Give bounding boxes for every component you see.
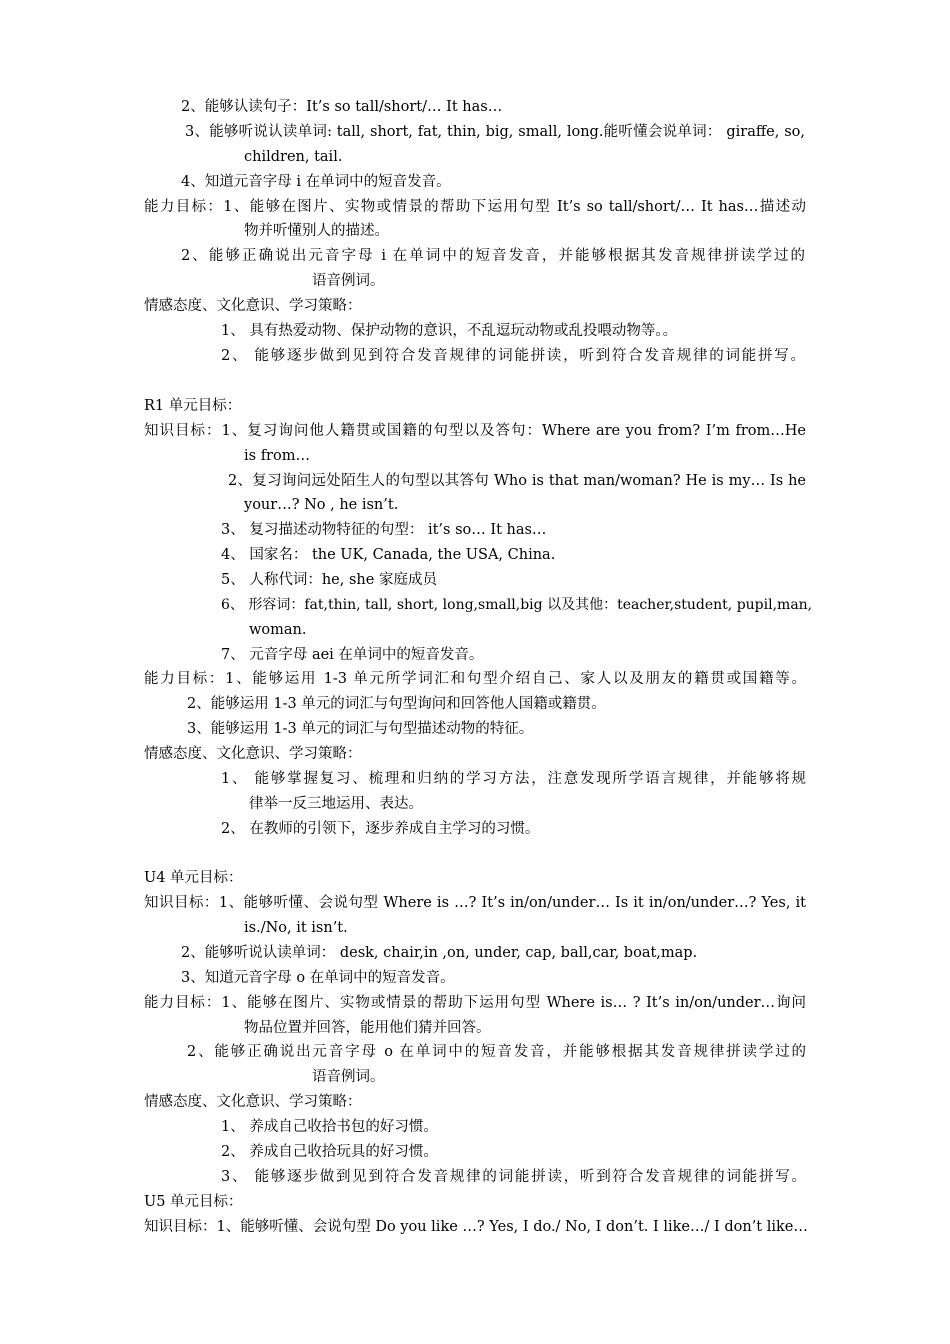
text-line: 2、 在教师的引领下，逐步养成自主学习的习惯。 [221,821,540,837]
text-line: 7、 元音字母 aei 在单词中的短音发音。 [221,647,484,663]
text-line: 知识目标：1、复习询问他人籍贯或国籍的句型以及答句：Where are you from? I’m from…He [144,423,806,439]
unit-heading-r1: R1 单元目标： [144,398,242,414]
section-heading: 情感态度、文化意识、学习策略： [144,298,362,314]
text-line: 2、 能够逐步做到见到符合发音规律的词能拼读，听到符合发音规律的词能拼写。 [221,348,805,364]
text-line: 2、复习询问远处陌生人的句型以其答句 Who is that man/woman? He is my… Is he [228,473,806,489]
text-line: 知识目标：1、能够听懂、会说句型 Where is …? It’s in/on/under… Is it in/on/under…? Yes, it [144,895,806,911]
text-line: 3、知道元音字母 o 在单词中的短音发音。 [181,970,455,986]
text-line: 2、能够正确说出元音字母 i 在单词中的短音发音，并能够根据其发音规律拼读学过的 [181,248,805,264]
text-line: 语音例词。 [312,1069,385,1085]
text-line: 4、 国家名： the UK, Canada, the USA, China. [221,547,556,563]
text-line: 能力目标：1、能够在图片、实物或情景的帮助下运用句型 It’s so tall/short/… It has…描述动 [144,199,806,215]
section-heading: 情感态度、文化意识、学习策略： [144,746,362,762]
text-line: 1、 能够掌握复习、梳理和归纳的学习方法，注意发现所学语言规律，并能够将规 [221,771,806,787]
text-line: 6、 形容词：fat,thin, tall, short, long,small,big 以及其他：teacher,student, pupil,man, [221,597,813,613]
text-line: 2、 养成自己收拾玩具的好习惯。 [221,1144,438,1160]
text-line: 能力目标：1、能够运用 1-3 单元所学词汇和句型介绍自己、家人以及朋友的籍贯或国籍等。 [144,671,806,687]
text-line: 3、能够运用 1-3 单元的词汇与句型描述动物的特征。 [187,721,534,737]
text-line: 1、 具有热爱动物、保护动物的意识，不乱逗玩动物或乱投喂动物等。。 [221,323,678,339]
text-line: is./No, it isn’t. [244,920,348,936]
text-line: woman. [249,622,307,638]
section-heading: 情感态度、文化意识、学习策略： [144,1094,362,1110]
text-line: 2、能够认读句子：It’s so tall/short/… It has… [181,99,503,115]
text-line: children, tail. [244,149,343,165]
text-line: 物并听懂别人的描述。 [244,223,389,239]
text-line: is from… [244,448,310,464]
text-line: 2、能够正确说出元音字母 o 在单词中的短音发音，并能够根据其发音规律拼读学过的 [187,1044,806,1060]
unit-heading-u5: U5 单元目标： [144,1194,243,1210]
text-line: 物品位置并回答，能用他们猜并回答。 [244,1020,491,1036]
unit-heading-u4: U4 单元目标： [144,870,243,886]
text-line: 1、 养成自己收拾书包的好习惯。 [221,1119,438,1135]
text-line: 3、 能够逐步做到见到符合发音规律的词能拼读，听到符合发音规律的词能拼写。 [221,1169,806,1185]
text-line: 2、能够运用 1-3 单元的词汇与句型询问和回答他人国籍或籍贯。 [187,696,606,712]
text-line: 语音例词。 [312,273,385,289]
text-line: 4、知道元音字母 i 在单词中的短音发音。 [181,174,451,190]
text-line: 能力目标：1、能够在图片、实物或情景的帮助下运用句型 Where is… ? It’s in/on/under…询问 [144,995,806,1011]
text-line: 2、能够听说认读单词： desk, chair,in ,on, under, cap, ball,car, boat,map. [181,945,698,961]
text-line: 3、 复习描述动物特征的句型： it’s so… It has… [221,522,547,538]
text-line: your…? No , he isn’t. [244,497,399,513]
text-line: 知识目标：1、能够听懂、会说句型 Do you like …? Yes, I do./ No, I don’t. I like…/ I don’t like… [144,1219,808,1235]
text-line: 律举一反三地运用、表达。 [249,796,423,812]
text-line: 3、能够听说认读单词: tall, short, fat, thin, big, small, long.能听懂会说单词： giraffe, so, [185,124,805,140]
text-line: 5、 人称代词：he, she 家庭成员 [221,572,437,588]
